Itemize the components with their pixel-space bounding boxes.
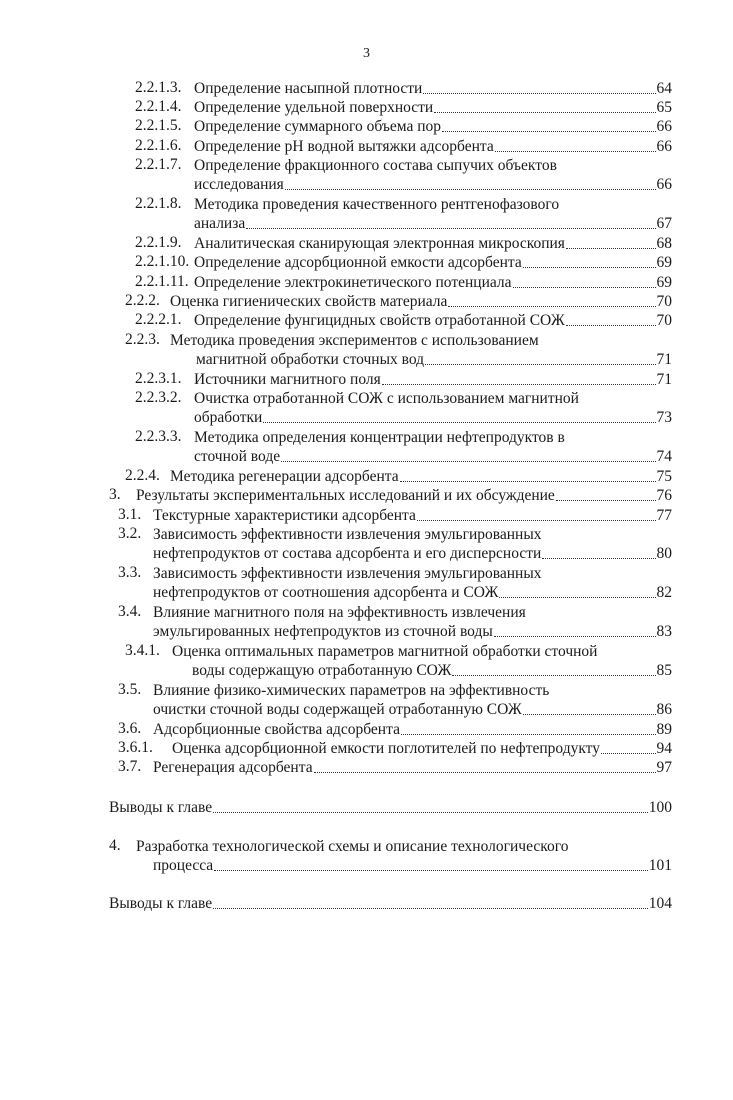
toc-entry-number: 2.2.1.11.: [135, 273, 189, 290]
toc-entry-line: [153, 582, 672, 602]
toc-page-number: 65: [656, 98, 672, 116]
toc-page-number: 80: [656, 544, 672, 562]
toc-entry-title: Методика определения концентрации нефтепродуктов в: [194, 428, 565, 446]
toc-page-number: 85: [656, 661, 672, 679]
toc-page-number: 74: [656, 447, 672, 465]
toc-entry: [0, 272, 733, 291]
dot-leader: [382, 384, 656, 385]
toc-entry-line: [194, 310, 672, 330]
toc-entry: [0, 310, 733, 329]
toc-entry-title: Влияние физико-химических параметров на эффективность: [153, 681, 550, 699]
toc-entry-number: 2.2.1.9.: [135, 234, 182, 251]
toc-entry-title: Определение фракционного состава сыпучих объектов: [194, 156, 557, 174]
toc-entry-title: Разработка технологической схемы и описание технологического: [136, 837, 569, 855]
toc-entry: [0, 136, 733, 155]
toc-entry-title: обработки: [194, 408, 263, 426]
dot-leader: [523, 714, 656, 715]
dot-leader: [448, 306, 655, 307]
toc-page-number: 77: [656, 506, 672, 524]
toc-entry-line: [194, 136, 672, 156]
toc-page-number: 70: [656, 292, 672, 310]
toc-entry-title: воды содержащую отработанную СОЖ: [192, 661, 452, 679]
toc-entry-line: [194, 194, 559, 214]
toc-page-number: 101: [648, 856, 672, 874]
dot-leader: [499, 597, 655, 598]
toc-page-number: 86: [656, 700, 672, 718]
toc-entry: [0, 97, 733, 116]
page-number: 3: [363, 46, 370, 61]
dot-leader: [246, 228, 655, 229]
toc-entry-line: [153, 505, 672, 525]
toc-entry-title: Определение суммарного объема пор: [194, 117, 442, 135]
toc-page-number: 94: [656, 739, 672, 757]
toc-entry-line: [194, 369, 672, 389]
toc-entry-line: [153, 719, 672, 739]
toc-entry-title: Определение электрокинетического потенциала: [194, 273, 512, 291]
toc-entry: [0, 388, 733, 427]
toc-page-number: 69: [656, 273, 672, 291]
toc-entry: [0, 155, 733, 194]
toc-entry-line: [194, 97, 672, 117]
toc-entry-number: 2.2.2.1.: [135, 311, 182, 328]
toc-entry-number: 3.6.1.: [118, 739, 153, 756]
dot-leader: [601, 753, 656, 754]
toc-entry-title: сточной воде: [194, 447, 281, 465]
toc-entry-line: [153, 699, 672, 719]
toc-page-number: 66: [656, 117, 672, 135]
toc-entry-line: [194, 407, 672, 427]
toc-entry: [0, 78, 733, 97]
dot-leader: [214, 870, 648, 871]
toc-entry-number: 2.2.4.: [125, 467, 160, 484]
toc-entry-line: [194, 233, 672, 253]
toc-entry-number: 2.2.3.2.: [135, 389, 182, 406]
toc-entry-title: нефтепродуктов от соотношения адсорбента и СОЖ: [153, 583, 499, 601]
toc-entry-title: магнитной обработки сточных вод: [196, 350, 425, 368]
dot-leader: [281, 461, 655, 462]
toc-entry-line: [194, 155, 557, 175]
toc-entry-title: Методика регенерации адсорбента: [170, 467, 399, 485]
toc-entry: [0, 330, 733, 369]
toc-entry-number: 3.7.: [118, 758, 142, 775]
toc-entry-line: [194, 213, 672, 233]
toc-entry-title: Методика проведения качественного рентгенофазового: [194, 195, 560, 213]
toc-entry-title: Выводы к главе: [109, 894, 213, 912]
toc-entry: [0, 194, 733, 233]
toc-entry-title: нефтепродуктов от состава адсорбента и его дисперсности: [153, 544, 542, 562]
dot-leader: [494, 636, 656, 637]
toc-entry-line: [170, 466, 672, 486]
toc-entry-line: [172, 738, 672, 758]
toc-page-number: 82: [656, 583, 672, 601]
dot-leader: [513, 287, 656, 288]
dot-leader: [542, 558, 655, 559]
toc-entry-title: Оценка адсорбционной емкости поглотителей по нефтепродукту: [172, 739, 600, 757]
toc-entry-title: Определение фунгицидных свойств отработанной СОЖ: [194, 311, 565, 329]
toc-page-number: 71: [656, 350, 672, 368]
toc-entry-line: [194, 252, 672, 272]
dot-leader: [566, 248, 656, 249]
toc-entry-number: 4.: [109, 837, 121, 854]
dot-leader: [566, 325, 656, 326]
dot-leader: [213, 908, 648, 909]
toc-page-number: 68: [656, 234, 672, 252]
toc-entry: [0, 233, 733, 252]
toc-entry: [0, 836, 733, 875]
dot-leader: [285, 189, 656, 190]
toc-entry-number: 3.1.: [118, 506, 142, 523]
toc-entry-number: 3.5.: [118, 681, 142, 698]
dot-leader: [417, 520, 656, 521]
dot-leader: [213, 812, 648, 813]
toc-entry-line: [153, 543, 672, 563]
toc-entry-title: Текстурные характеристики адсорбента: [153, 506, 416, 524]
toc-entry-title: Зависимость эффективности извлечения эмульгированных: [153, 525, 542, 543]
toc-entry-line: [194, 116, 672, 136]
toc-entry-number: 2.2.1.8.: [135, 195, 182, 212]
toc-entry-line: [153, 757, 672, 777]
toc-entry-number: 3.6.: [118, 720, 142, 737]
toc-entry: [0, 369, 733, 388]
toc-entry-line: [153, 524, 542, 544]
toc-entry-number: 2.2.3.1.: [135, 370, 182, 387]
dot-leader: [495, 151, 656, 152]
dot-leader: [263, 422, 655, 423]
toc-entry-line: [194, 78, 672, 98]
dot-leader: [434, 112, 655, 113]
toc-entry-title: Определение удельной поверхности: [194, 98, 434, 116]
toc-entry-number: 3.4.: [118, 603, 142, 620]
toc-entry-line: [153, 680, 549, 700]
toc-entry-line: [136, 485, 672, 505]
toc-entry-number: 3.2.: [118, 525, 142, 542]
dot-leader: [401, 734, 656, 735]
dot-leader: [452, 675, 655, 676]
toc-entry-number: 2.2.3.: [125, 331, 160, 348]
toc-page-number: 89: [656, 720, 672, 738]
toc-entry-line: [196, 349, 672, 369]
toc-entry-line: [194, 446, 672, 466]
toc-entry: [0, 524, 733, 563]
toc-page-number: 66: [656, 175, 672, 193]
toc-entry: [0, 116, 733, 135]
toc-entry-title: Выводы к главе: [109, 798, 213, 816]
toc-page-number: 70: [656, 311, 672, 329]
toc-entry-title: Влияние магнитного поля на эффективность извлечения: [153, 603, 526, 621]
toc-entry-number: 2.2.1.10.: [135, 253, 190, 270]
toc-entry-line: [170, 291, 672, 311]
toc-entry: [0, 680, 733, 719]
toc-entry-title: Определение pH водной вытяжки адсорбента: [194, 137, 494, 155]
toc-entry-title: Регенерация адсорбента: [153, 758, 313, 776]
toc-entry-title: Адсорбционные свойства адсорбента: [153, 720, 400, 738]
toc-entry-number: 2.2.1.3.: [135, 79, 182, 96]
toc-entry-line: [109, 893, 672, 913]
toc-page-number: 73: [656, 408, 672, 426]
toc-page-number: 67: [656, 214, 672, 232]
toc-entry-line: [194, 272, 672, 292]
toc-entry-line: [153, 855, 672, 875]
toc-entry-title: Аналитическая сканирующая электронная микроскопия: [194, 234, 565, 252]
toc-page-number: 97: [656, 758, 672, 776]
toc-entry-number: 2.2.1.4.: [135, 98, 182, 115]
toc-entry-line: [172, 641, 597, 661]
toc-entry-title: Источники магнитного поля: [194, 370, 381, 388]
toc-entry-number: 3.4.1.: [125, 642, 160, 659]
toc-entry-number: 3.3.: [118, 564, 142, 581]
toc-page-number: 100: [648, 798, 672, 816]
toc-entry-title: эмульгированных нефтепродуктов из сточной воды: [153, 622, 493, 640]
toc-entry-line: [153, 563, 542, 583]
toc-page-number: 66: [656, 137, 672, 155]
toc-entry-number: 2.2.1.5.: [135, 117, 182, 134]
toc-entry: [0, 505, 733, 524]
toc-page-number: 71: [656, 370, 672, 388]
toc-entry: [0, 291, 733, 310]
dot-leader: [314, 772, 656, 773]
toc-entry: [0, 485, 733, 504]
toc-entry: [0, 427, 733, 466]
toc-entry-title: Оценка оптимальных параметров магнитной обработки сточной: [172, 642, 598, 660]
toc-entry: [0, 797, 733, 816]
toc-entry-title: Методика проведения экспериментов с использованием: [170, 331, 539, 349]
toc-entry: [0, 719, 733, 738]
toc-entry-line: [192, 660, 672, 680]
dot-leader: [400, 481, 656, 482]
toc-page-number: 75: [656, 467, 672, 485]
toc-page-number: 76: [656, 486, 672, 504]
toc-entry-number: 2.2.2.: [125, 292, 160, 309]
toc-entry-line: [194, 174, 672, 194]
toc-page-number: 64: [656, 79, 672, 97]
toc-entry-number: 2.2.1.6.: [135, 137, 182, 154]
toc-entry-title: Оценка гигиенических свойств материала: [170, 292, 448, 310]
toc-entry: [0, 738, 733, 757]
toc-entry: [0, 602, 733, 641]
toc-entry: [0, 641, 733, 680]
toc-entry-title: очистки сточной воды содержащей отработанную СОЖ: [153, 700, 522, 718]
toc-entry-title: Очистка отработанной СОЖ с использованием магнитной: [194, 389, 579, 407]
toc-entry-line: [153, 602, 526, 622]
toc-entry-title: исследования: [194, 175, 284, 193]
toc-entry-title: анализа: [194, 214, 246, 232]
toc-entry: [0, 563, 733, 602]
toc-page-number: 69: [656, 253, 672, 271]
toc-entry-title: процесса: [153, 856, 214, 874]
toc-entry: [0, 466, 733, 485]
toc-entry-line: [194, 388, 579, 408]
toc-entry-line: [136, 836, 568, 856]
dot-leader: [556, 500, 656, 501]
toc-entry-title: Результаты экспериментальных исследований и их обсуждение: [136, 486, 555, 504]
toc-entry-line: [194, 427, 565, 447]
toc-entry-number: 3.: [109, 486, 121, 503]
toc-entry-title: Определение насыпной плотности: [194, 79, 423, 97]
toc-entry-number: 2.2.1.7.: [135, 156, 182, 173]
toc-entry: [0, 893, 733, 912]
dot-leader: [523, 267, 656, 268]
dot-leader: [442, 131, 655, 132]
toc-entry-title: Определение адсорбционной емкости адсорбента: [194, 253, 522, 271]
toc-page-number: 104: [648, 894, 672, 912]
toc-entry-line: [109, 797, 672, 817]
toc-entry-number: 2.2.3.3.: [135, 428, 182, 445]
toc-entry: [0, 757, 733, 776]
toc-entry-title: Зависимость эффективности извлечения эмульгированных: [153, 564, 542, 582]
toc-page-number: 83: [656, 622, 672, 640]
toc-entry-line: [170, 330, 539, 350]
dot-leader: [425, 364, 655, 365]
toc-entry: [0, 252, 733, 271]
dot-leader: [423, 93, 655, 94]
toc-entry-line: [153, 621, 672, 641]
